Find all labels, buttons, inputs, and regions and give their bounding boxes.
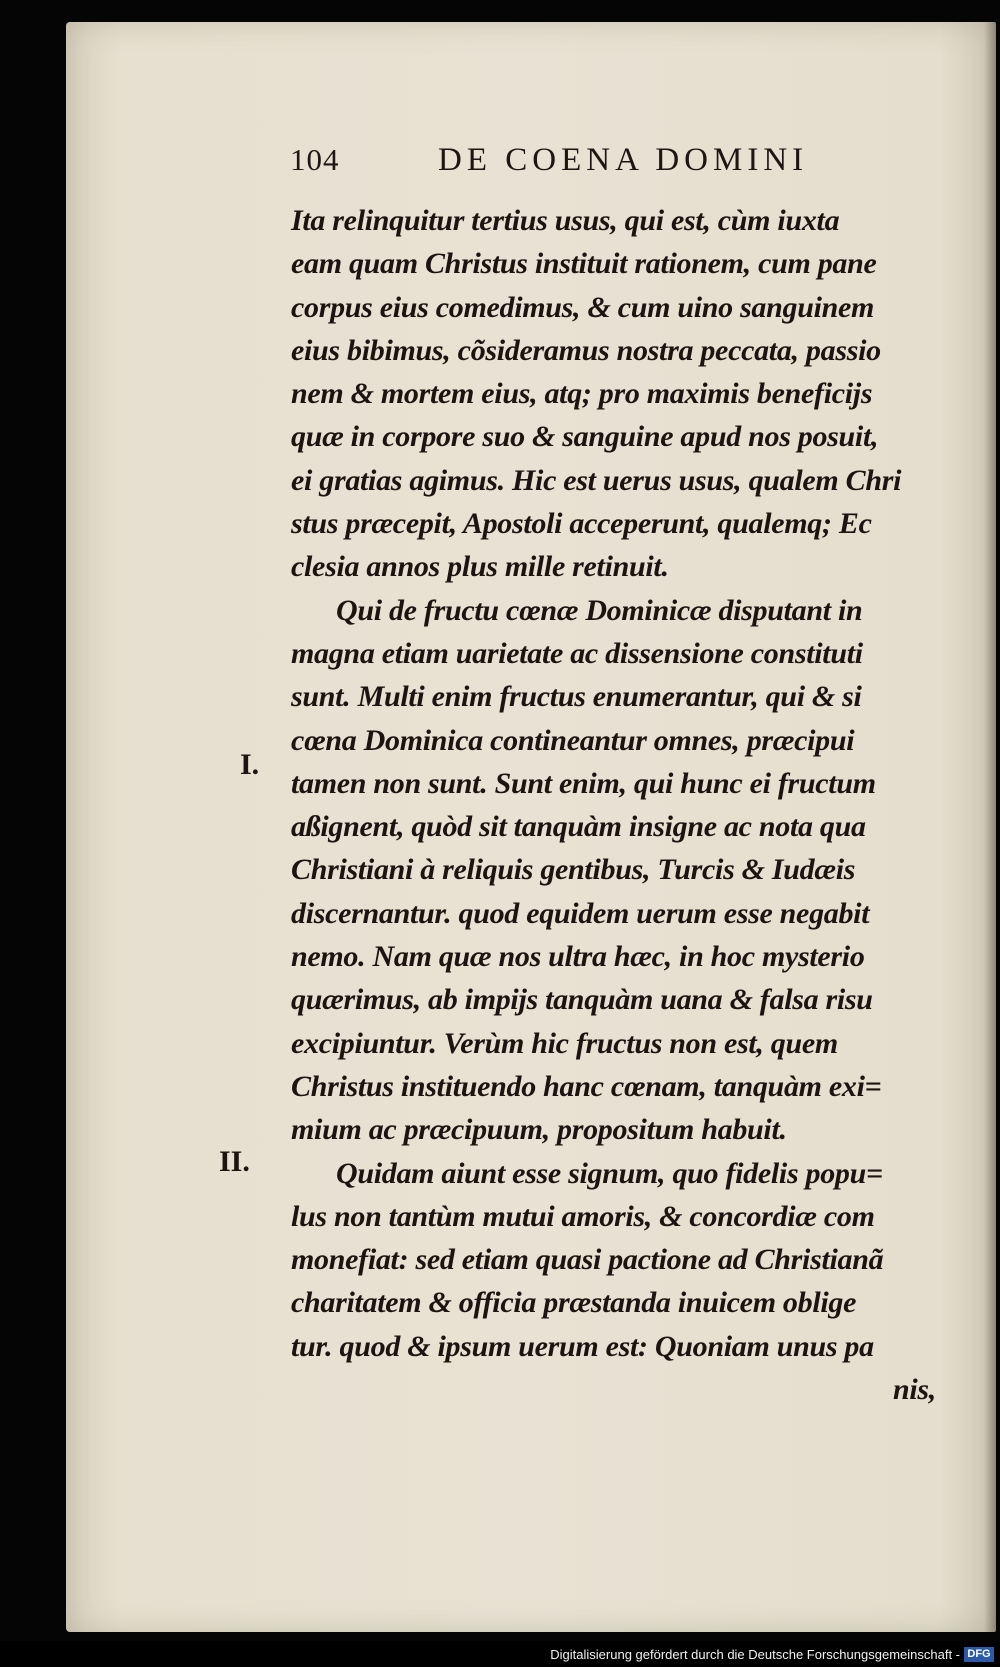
- text-line: Christus instituendo hanc cœnam, tanquàm exi=: [291, 1069, 882, 1103]
- text-line: sunt. Multi enim fructus enumerantur, qui & si: [291, 680, 862, 714]
- text-line: discernantur. quod equidem uerum esse negabit: [291, 896, 870, 930]
- catchword: nis,: [893, 1373, 936, 1407]
- text-line: excipiuntur. Verùm hic fructus non est, quem: [291, 1026, 838, 1060]
- text-line: stus præcepit, Apostoli acceperunt, qualemq; Ec: [291, 507, 872, 541]
- footer-credit: Digitalisierung gefördert durch die Deutsche Forschungsgemeinschaft -: [550, 1647, 960, 1662]
- text-line: Christiani à reliquis gentibus, Turcis & Iudæis: [291, 853, 856, 887]
- text-line: tamen non sunt. Sunt enim, qui hunc ei fructum: [291, 766, 876, 800]
- page-number: 104: [290, 142, 340, 177]
- dfg-logo: DFG: [964, 1647, 994, 1662]
- text-line: Ita relinquitur tertius usus, qui est, cùm iuxta: [291, 204, 840, 237]
- text-line: Qui de fructu cœnæ Dominicæ disputant in: [336, 593, 863, 627]
- text-line: monefiat: sed etiam quasi pactione ad Christianã: [291, 1243, 884, 1277]
- page-gutter-shadow: [984, 22, 996, 1632]
- margin-note-second: II.: [219, 1145, 250, 1178]
- text-line: cœna Dominica contineantur omnes, præcipui: [291, 723, 855, 757]
- margin-note-first: I.: [240, 748, 260, 781]
- text-line: corpus eius comedimus, & cum uino sanguinem: [291, 290, 875, 324]
- text-line: nem & mortem eius, atq; pro maximis beneficijs: [291, 377, 873, 411]
- text-line: mium ac præcipuum, propositum habuit.: [291, 1113, 787, 1147]
- text-line: nemo. Nam quæ nos ultra hæc, in hoc mysterio: [291, 940, 865, 974]
- text-line: charitatem & officia præstanda inuicem oblige: [291, 1286, 857, 1320]
- body-text: [291, 199, 936, 1411]
- text-line: quærimus, ab impijs tanquàm uana & falsa risu: [291, 983, 873, 1017]
- text-line: ei gratias agimus. Hic est uerus usus, qualem Chri: [291, 463, 902, 497]
- text-line: lus non tantùm mutui amoris, & concordiæ com: [291, 1199, 875, 1233]
- text-line: Quidam aiunt esse signum, quo fidelis popu=: [336, 1156, 883, 1190]
- text-line: tur. quod & ipsum uerum est: Quoniam unus pa: [291, 1329, 874, 1363]
- text-line: magna etiam uarietate ac dissensione constituti: [291, 636, 863, 670]
- text-line: eam quam Christus instituit rationem, cum pane: [291, 247, 877, 281]
- text-line: quæ in corpore suo & sanguine apud nos posuit,: [291, 420, 879, 454]
- text-line: eius bibimus, cõsideramus nostra peccata, passio: [291, 333, 881, 367]
- digitization-footer: [0, 1641, 1000, 1667]
- text-line: aßignent, quòd sit tanquàm insigne ac nota qua: [291, 810, 866, 844]
- running-title: DE COENA DOMINI: [438, 142, 809, 178]
- page-header: [290, 142, 880, 192]
- text-line: clesia annos plus mille retinuit.: [291, 550, 669, 584]
